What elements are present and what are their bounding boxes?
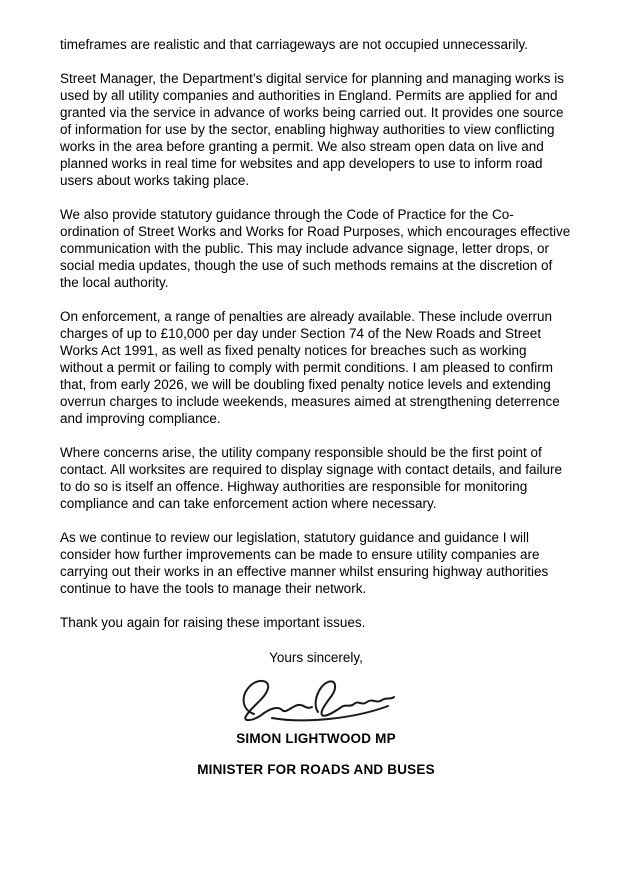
letter-paragraph: timeframes are realistic and that carriageways are not occupied unnecessarily. <box>60 37 528 52</box>
signatory-name: SIMON LIGHTWOOD MP <box>236 731 396 746</box>
letter-paragraph: As we continue to review our legislation, statutory guidance and guidance I will consider how further improvements can be made to ensure utility companies are carrying out their works in an effective manner whilst ensuring highway authorities continue to have the tools to manage their network. <box>60 530 549 596</box>
closing-block <box>60 649 572 778</box>
letter-paragraph: Where concerns arise, the utility company responsible should be the first point of contact. All worksites are required to display signage with contact details, and failure to do so is itself an offence. Highway authorities are responsible for monitoring compliance and can take enforcement action where necessary. <box>60 445 563 511</box>
letter-body <box>60 36 572 631</box>
letter-paragraph: Street Manager, the Department’s digital service for planning and managing works is used by all utility companies and authorities in England. Permits are applied for and granted via the service in advance of works being carried out. It provides one source of information for use by the sector, enabling highway authorities to view conflicting works in the area before granting a permit. We also stream open data on live and planned works in real time for websites and app developers to use to inform road users about works taking place. <box>60 71 565 188</box>
letter-paragraph: Thank you again for raising these important issues. <box>60 615 366 630</box>
signatory-title: MINISTER FOR ROADS AND BUSES <box>197 762 435 777</box>
letter-paragraph: We also provide statutory guidance through the Code of Practice for the Co-ordination of Street Works and Works for Road Purposes, which encourages effective communication with the public. This may include advance signage, letter drops, or social media updates, though the use of such methods remains at the discretion of the local authority. <box>60 207 571 290</box>
handwritten-signature-icon <box>226 672 406 726</box>
closing-salutation: Yours sincerely, <box>269 650 363 665</box>
letter-paragraph: On enforcement, a range of penalties are already available. These include overrun charges of up to £10,000 per day under Section 74 of the New Roads and Street Works Act 1991, as well as fixed penalty notices for breaches such as working without a permit or failing to comply with permit conditions. I am pleased to confirm that, from early 2026, we will be doubling fixed penalty notice levels and extending overrun charges to include weekends, measures aimed at strengthening deterrence and improving compliance. <box>60 309 560 426</box>
